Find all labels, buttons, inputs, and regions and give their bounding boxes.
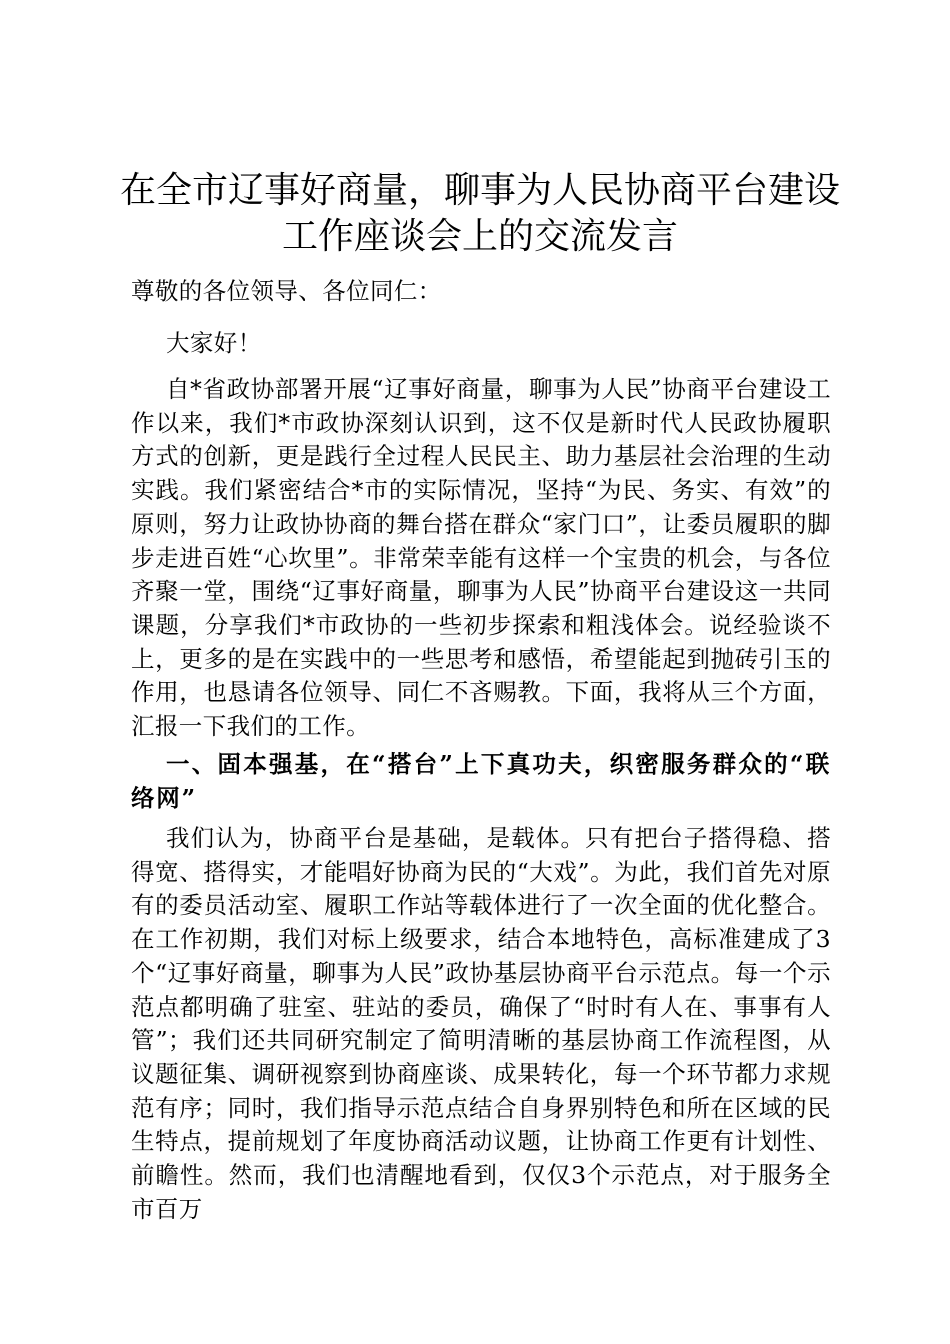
greeting: 大家好！ [166,329,262,357]
document-title-line-1: 在全市辽事好商量，聊事为人民协商平台建设 [120,170,841,211]
document-title-line-2: 工作座谈会上的交流发言 [281,216,678,257]
section-heading-1: 一、固本强基，在“搭台”上下真功夫，织密服务群众的“联络网” [131,750,831,812]
body-paragraph-intro: 自*省政协部署开展“辽事好商量，聊事为人民”协商平台建设工作以来，我们*市政协深刻认识到，这不仅是新时代人民政协履职方式的创新，更是践行全过程人民民主、助力基层社会治理的生动实践。我们紧密结合*市的实际情况，坚持“为民、务实、有效”的原则，努力让政协协商的舞台搭在群众“家门口”，让委员履职的脚步走进百姓“心坎里”。非常荣幸能有这样一个宝贵的机会，与各位齐聚一堂，围绕“辽事好商量，聊事为人民”协商平台建设这一共同课题，分享我们*市政协的一些初步探索和粗浅体会。说经验谈不上，更多的是在实践中的一些思考和感悟，希望能起到抛砖引玉的作用，也恳请各位领导、同仁不吝赐教。下面，我将从三个方面，汇报一下我们的工作。 [131,375,831,741]
body-paragraph-section-1: 我们认为，协商平台是基础，是载体。只有把台子搭得稳、搭得宽、搭得实，才能唱好协商为民的“大戏”。为此，我们首先对原有的委员活动室、履职工作站等载体进行了一次全面的优化整合。在工作初期，我们对标上级要求，结合本地特色，高标准建成了3个“辽事好商量，聊事为人民”政协基层协商平台示范点。每一个示范点都明确了驻室、驻站的委员，确保了“时时有人在、事事有人管”；我们还共同研究制定了简明清晰的基层协商工作流程图，从议题征集、调研视察到协商座谈、成果转化，每一个环节都力求规范有序；同时，我们指导示范点结合自身界别特色和所在区域的民生特点，提前规划了年度协商活动议题，让协商工作更有计划性、前瞻性。然而，我们也清醒地看到，仅仅3个示范点，对于服务全市百万 [131,824,831,1223]
salutation: 尊敬的各位领导、各位同仁： [131,277,442,305]
